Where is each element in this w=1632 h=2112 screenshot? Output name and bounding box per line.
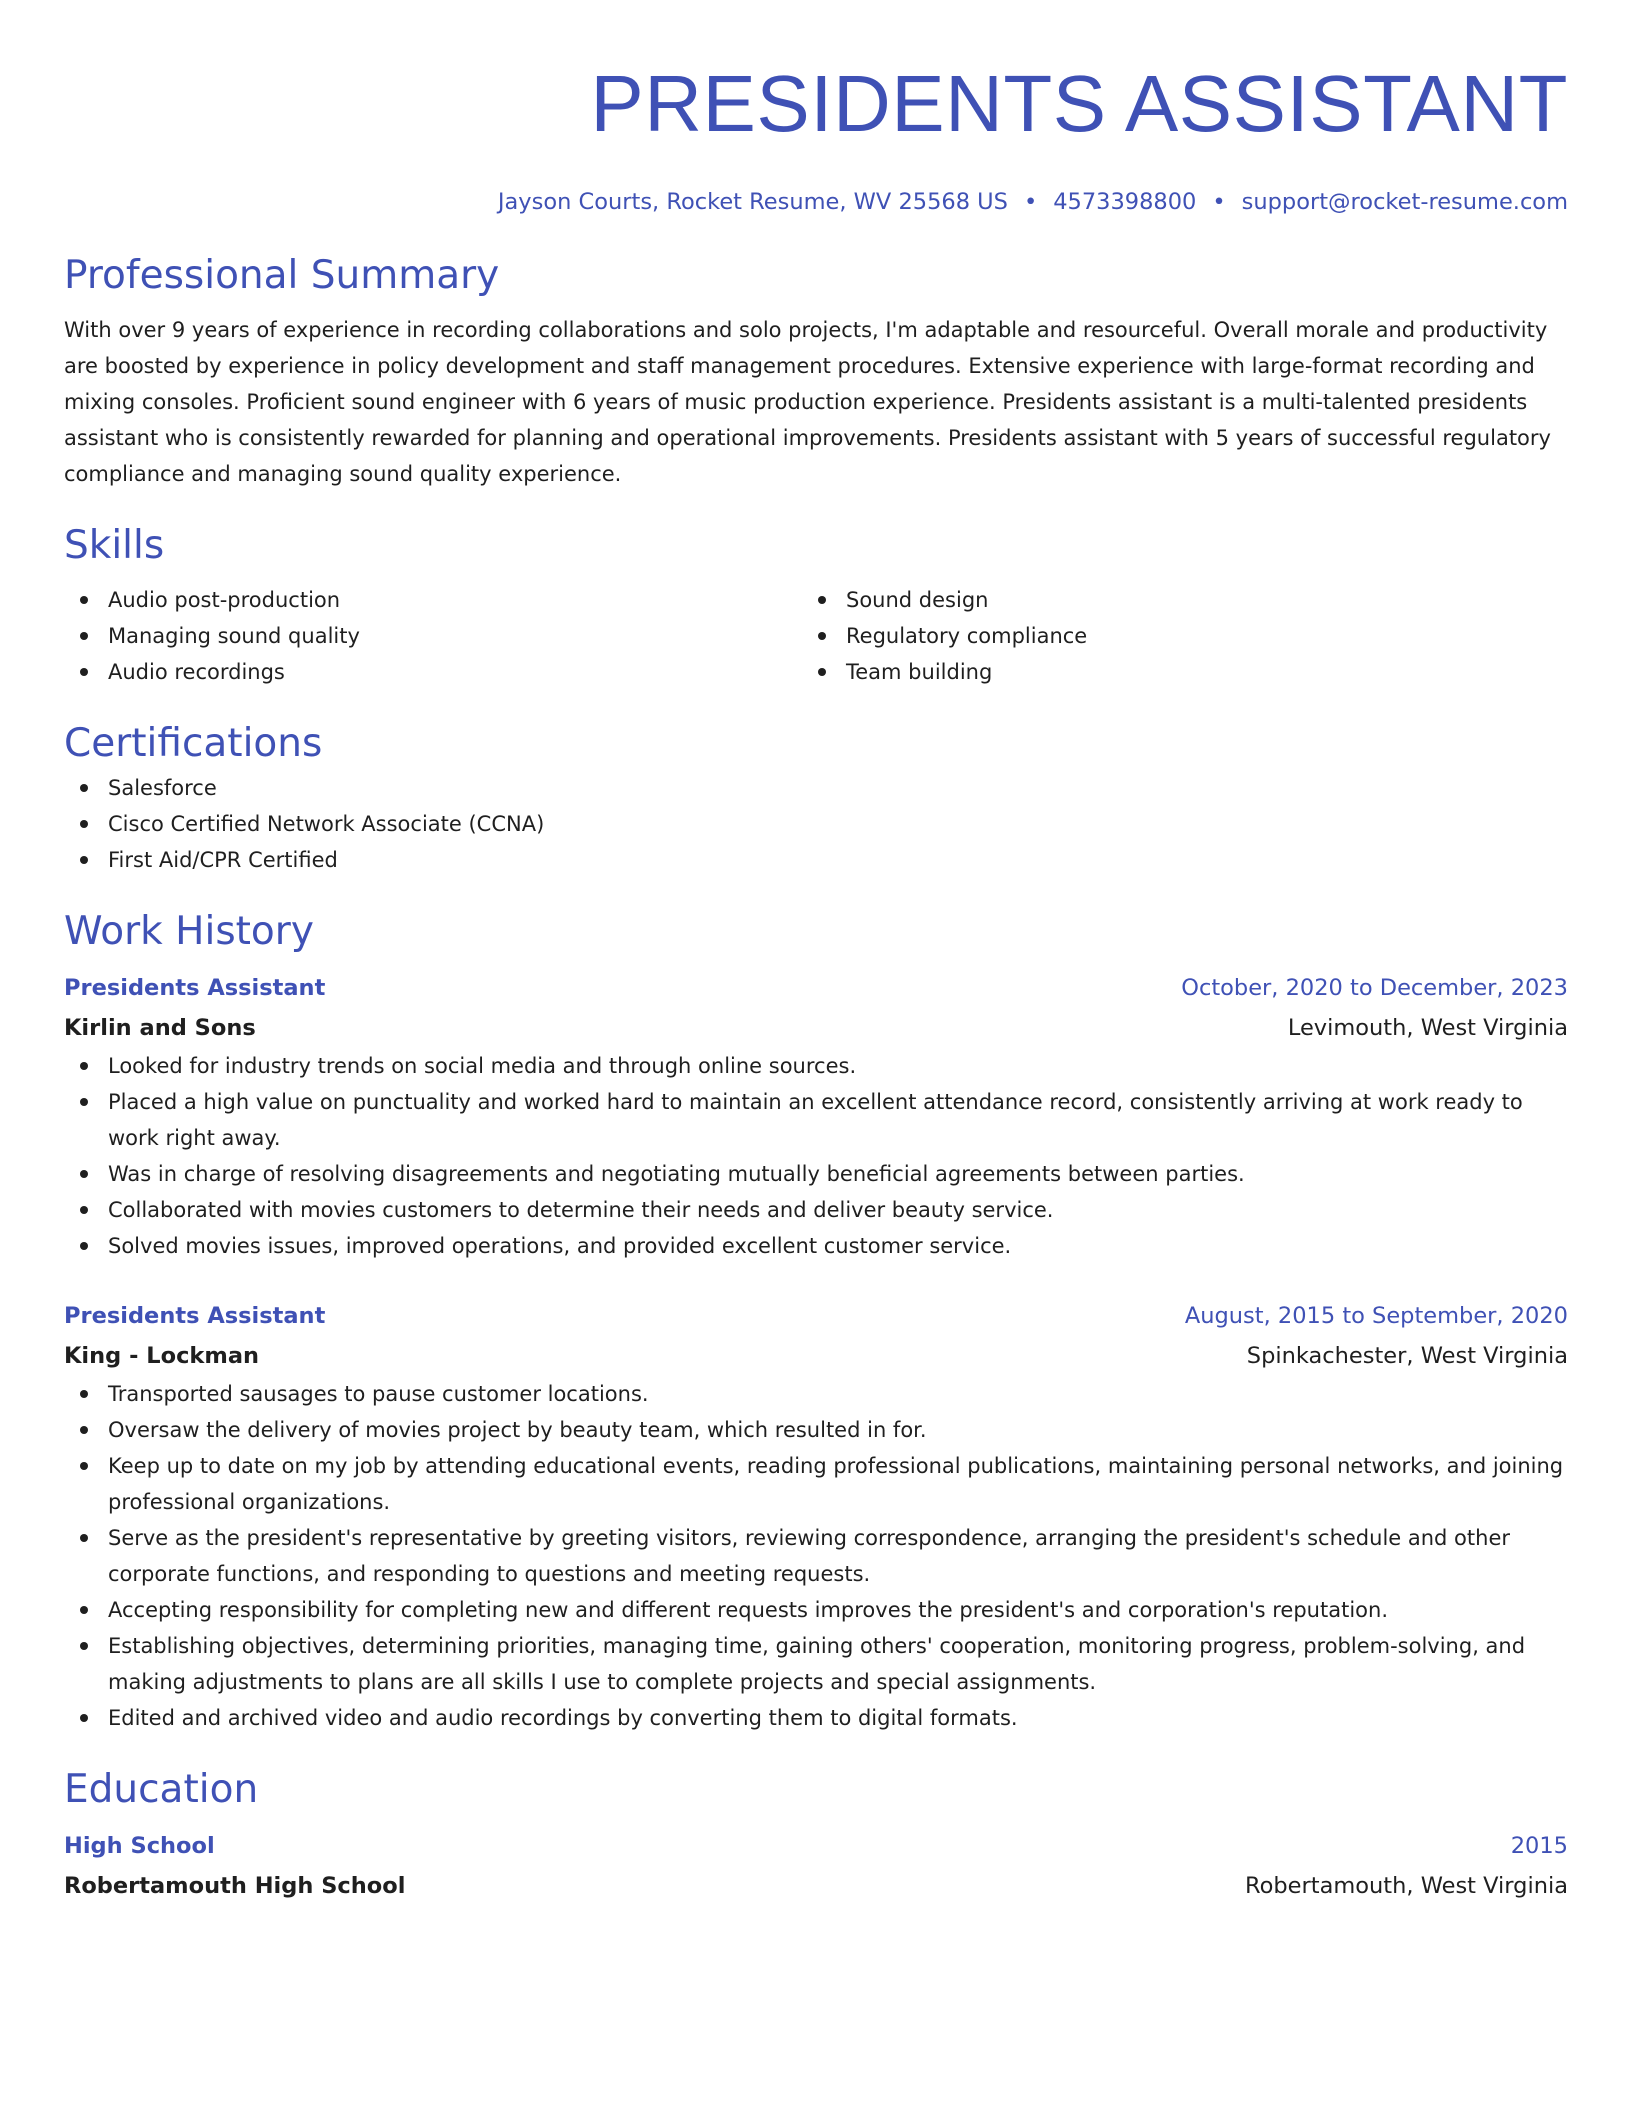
- bullet-text: Oversaw the delivery of movies project by beauty team, which resulted in for.: [108, 1418, 927, 1442]
- bullet-icon: [80, 1062, 88, 1070]
- skill-label: Sound design: [846, 588, 989, 612]
- work-history-section: [64, 906, 1568, 1736]
- list-item: [64, 1376, 1568, 1412]
- certification-label: First Aid/CPR Certified: [108, 848, 338, 872]
- list-item: [64, 806, 1568, 842]
- summary-section: [64, 250, 1568, 492]
- list-item: [64, 1592, 1568, 1628]
- bullet-icon: [80, 856, 88, 864]
- bullet-icon: [80, 1206, 88, 1214]
- job-title: Presidents Assistant: [64, 975, 326, 1001]
- list-item: [64, 1156, 1568, 1192]
- job-location: Levimouth, West Virginia: [1287, 1015, 1568, 1041]
- list-item: [64, 1520, 1568, 1592]
- bullet-text: Looked for industry trends on social media and through online sources.: [108, 1054, 857, 1078]
- company-name: King - Lockman: [64, 1343, 260, 1369]
- bullet-icon: [80, 1534, 88, 1542]
- bullet-text: Edited and archived video and audio recordings by converting them to digital formats.: [108, 1706, 1018, 1730]
- bullet-text: Placed a high value on punctuality and worked hard to maintain an excellent attendance record, consistently arriving at work ready to work right away.: [108, 1090, 1523, 1150]
- education-header-row: [64, 1826, 1568, 1866]
- skills-left-column: [64, 582, 802, 690]
- bullet-icon: [80, 1714, 88, 1722]
- list-item: [64, 1048, 1568, 1084]
- job-company-row: [64, 1008, 1568, 1048]
- list-item: [64, 1192, 1568, 1228]
- bullet-icon: [80, 632, 88, 640]
- list-item: [64, 654, 802, 690]
- bullet-text: Establishing objectives, determining priorities, managing time, gaining others' cooperation, monitoring progress, problem-solving, and making adjustments to plans are all skills I use to complete projects and special assignments.: [108, 1634, 1526, 1694]
- education-school-row: [64, 1866, 1568, 1906]
- list-item: [64, 1412, 1568, 1448]
- job-header-row: [64, 968, 1568, 1008]
- section-title-education: Education: [64, 1767, 259, 1812]
- company-name: Kirlin and Sons: [64, 1015, 256, 1041]
- bullet-icon: [80, 1606, 88, 1614]
- address: Jayson Courts, Rocket Resume, WV 25568 US: [497, 189, 1008, 215]
- list-item: [64, 1628, 1568, 1700]
- skill-label: Managing sound quality: [108, 624, 360, 648]
- contact-separator: •: [1212, 189, 1226, 215]
- bullet-icon: [80, 820, 88, 828]
- job-location: Spinkachester, West Virginia: [1246, 1343, 1568, 1369]
- contact-separator: •: [1023, 189, 1038, 215]
- bullet-icon: [80, 596, 88, 604]
- bullet-icon: [80, 1170, 88, 1178]
- list-item: [64, 582, 802, 618]
- job-title: Presidents Assistant: [64, 1303, 326, 1329]
- bullet-icon: [80, 1390, 88, 1398]
- bullet-text: Transported sausages to pause customer locations.: [108, 1382, 649, 1406]
- list-item: [64, 618, 802, 654]
- list-item: [64, 1084, 1568, 1156]
- bullet-icon: [80, 1642, 88, 1650]
- list-item: [802, 654, 1540, 690]
- list-item: [64, 842, 1568, 878]
- summary-text: With over 9 years of experience in recording collaborations and solo projects, I'm adaptable and resourceful. Overall morale and productivity are boosted by experience in policy development and staff management procedures. Extensive experience with large-format recording and mixing consoles. Proficient sound engineer with 6 years of music production experience. Presidents assistant is a multi-talented presidents assistant who is consistently rewarded for planning and operational improvements. Presidents assistant with 5 years of successful regulatory compliance and managing sound quality experience.: [64, 318, 1551, 486]
- certifications-section: [64, 718, 1568, 878]
- bullet-icon: [80, 1242, 88, 1250]
- certification-label: Cisco Certified Network Associate (CCNA): [108, 812, 545, 836]
- bullet-icon: [80, 668, 88, 676]
- candidate-title: PRESIDENTS ASSISTANT: [590, 59, 1568, 148]
- bullet-icon: [818, 596, 826, 604]
- education-section: [64, 1764, 1568, 1906]
- list-item: [802, 618, 1540, 654]
- skills-grid: [64, 582, 1568, 690]
- skill-label: Regulatory compliance: [846, 624, 1088, 648]
- bullet-text: Collaborated with movies customers to determine their needs and deliver beauty service.: [108, 1198, 1054, 1222]
- bullet-icon: [818, 668, 826, 676]
- job-dates: October, 2020 to December, 2023: [1181, 975, 1568, 1001]
- skill-label: Audio post-production: [108, 588, 341, 612]
- list-item: [64, 770, 1568, 806]
- section-title-skills: Skills: [64, 523, 165, 568]
- job-bullets: [64, 1048, 1568, 1264]
- bullet-text: Solved movies issues, improved operations, and provided excellent customer service.: [108, 1234, 1012, 1258]
- bullet-icon: [80, 1098, 88, 1106]
- list-item: [64, 1228, 1568, 1264]
- job-dates: August, 2015 to September, 2020: [1184, 1303, 1568, 1329]
- bullet-icon: [818, 632, 826, 640]
- job-bullets: [64, 1376, 1568, 1736]
- skill-label: Audio recordings: [108, 660, 285, 684]
- graduation-year: 2015: [1510, 1833, 1568, 1859]
- section-title-summary: Professional Summary: [64, 253, 500, 298]
- skills-right-column: [802, 582, 1540, 690]
- bullet-icon: [80, 1462, 88, 1470]
- job-header-row: [64, 1296, 1568, 1336]
- email-link[interactable]: support@rocket-resume.com: [1241, 189, 1568, 215]
- contact-line: [64, 186, 1568, 218]
- section-title-work-history: Work History: [64, 909, 314, 954]
- certification-label: Salesforce: [108, 776, 217, 800]
- phone[interactable]: 4573398800: [1053, 189, 1197, 215]
- school-location: Robertamouth, West Virginia: [1244, 1873, 1568, 1899]
- bullet-icon: [80, 1426, 88, 1434]
- list-item: [802, 582, 1540, 618]
- resume-header: [64, 56, 1568, 218]
- list-item: [64, 1700, 1568, 1736]
- job-entry: [64, 968, 1568, 1264]
- bullet-text: Keep up to date on my job by attending educational events, reading professional publications, maintaining personal networks, and joining professional organizations.: [108, 1454, 1564, 1514]
- list-item: [64, 1448, 1568, 1520]
- bullet-icon: [80, 784, 88, 792]
- bullet-text: Serve as the president's representative by greeting visitors, reviewing correspondence, arranging the president's schedule and other corporate functions, and responding to questions and meeting requests.: [108, 1526, 1511, 1586]
- bullet-text: Accepting responsibility for completing new and different requests improves the president's and corporation's reputation.: [108, 1598, 1388, 1622]
- bullet-text: Was in charge of resolving disagreements and negotiating mutually beneficial agreements between parties.: [108, 1162, 1245, 1186]
- skills-section: [64, 520, 1568, 690]
- section-title-certifications: Certifications: [64, 721, 323, 766]
- certifications-list: [64, 770, 1568, 878]
- skill-label: Team building: [846, 660, 993, 684]
- degree: High School: [64, 1833, 215, 1859]
- school-name: Robertamouth High School: [64, 1873, 406, 1899]
- job-company-row: [64, 1336, 1568, 1376]
- job-entry: [64, 1296, 1568, 1736]
- education-entry: [64, 1826, 1568, 1906]
